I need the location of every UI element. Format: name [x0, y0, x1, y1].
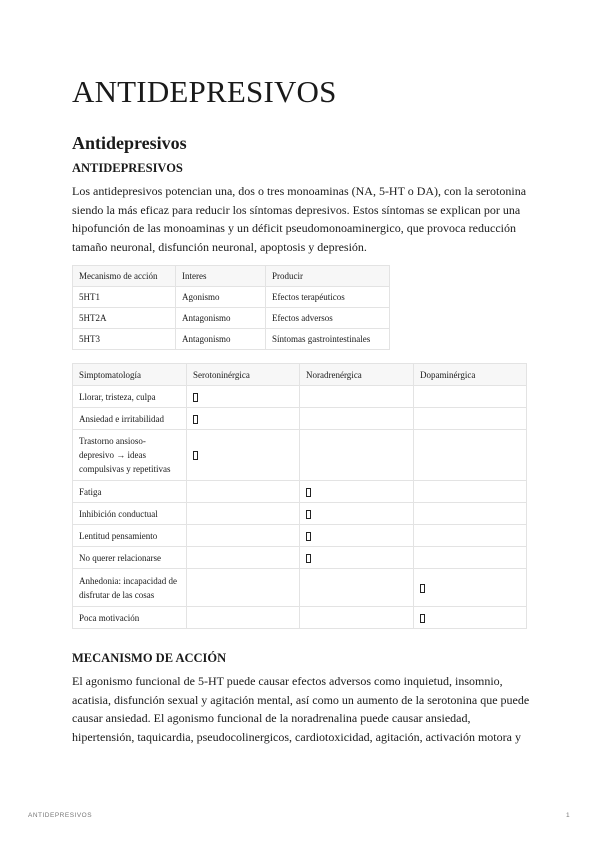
- symptom-label: Lentitud pensamiento: [73, 525, 187, 547]
- table-cell: [414, 430, 527, 481]
- table-row: [73, 386, 527, 408]
- table-cell: Antagonismo: [176, 308, 266, 329]
- symptom-label: Ansiedad e irritabilidad: [73, 408, 187, 430]
- subheading-mecanismo: MECANISMO DE ACCIÓN: [72, 651, 227, 665]
- table-cell: [414, 525, 527, 547]
- table-cell: [187, 547, 300, 569]
- subheading-antidepresivos: ANTIDEPRESIVOS: [72, 161, 183, 175]
- mechanism-paragraph: El agonismo funcional de 5-HT puede causar efectos adversos como inquietud, insomnio, acatisia, disfunción sexual y agitación mental, así como un aumento de la serotonina que puede causar ansiedad. El agonismo funcional de la noradrenalina puede causar ansiedad, hipertensión, taquicardia, pseudocolinergicos, cardiotoxicidad, agitación, activación motora y: [72, 674, 530, 745]
- table-cell: Agonismo: [176, 287, 266, 308]
- table-cell: [414, 607, 527, 629]
- table-cell: [414, 569, 527, 607]
- table-cell: [187, 481, 300, 503]
- symptom-label: Fatiga: [73, 481, 187, 503]
- table-cell: [187, 569, 300, 607]
- table-cell: [300, 386, 414, 408]
- table-cell: [300, 569, 414, 607]
- table-cell: 5HT3: [73, 329, 176, 350]
- table-cell: [187, 525, 300, 547]
- table-row: [73, 430, 527, 481]
- table-cell: [187, 408, 300, 430]
- document-title: ANTIDEPRESIVOS: [72, 74, 337, 109]
- page-number: 1: [566, 812, 570, 819]
- table-cell: [414, 503, 527, 525]
- table-cell: [300, 607, 414, 629]
- symptom-table-body: [73, 386, 527, 629]
- table-cell: Efectos terapéuticos: [266, 287, 390, 308]
- header-cell: Simptomatología: [73, 364, 187, 386]
- table-row: [73, 607, 527, 629]
- symptom-label: Anhedonia: incapacidad de disfrutar de las cosas: [73, 569, 187, 607]
- check-mark-icon: [420, 584, 425, 593]
- table-cell: [414, 386, 527, 408]
- symptom-label: Trastorno ansioso-depresivo → ideas compulsivas y repetitivas: [73, 430, 187, 481]
- header-cell: Noradrenérgica: [300, 364, 414, 386]
- check-mark-icon: [420, 614, 425, 623]
- table-cell: [414, 408, 527, 430]
- header-cell: Serotoninérgica: [187, 364, 300, 386]
- symptom-label: Inhibición conductual: [73, 503, 187, 525]
- table-row: [73, 308, 390, 329]
- check-mark-icon: [193, 415, 198, 424]
- table-cell: [414, 481, 527, 503]
- table-cell: [187, 386, 300, 408]
- table-cell: [414, 547, 527, 569]
- table-row: [73, 408, 527, 430]
- intro-paragraph: Los antidepresivos potencian una, dos o tres monoaminas (NA, 5-HT o DA), con la serotonina siendo la más eficaz para reducir los síntomas depresivos. Estos síntomas se explican por una hipofunción de las monoaminas y un déficit pseudomonoaminergico, que provoca reducción tamaño neuronal, disfunción neuronal, apoptosis y depresión.: [72, 184, 527, 254]
- symptom-label: No querer relacionarse: [73, 547, 187, 569]
- header-cell: Mecanismo de acción: [73, 266, 176, 287]
- table-row: [73, 329, 390, 350]
- table-cell: [187, 430, 300, 481]
- table-cell: [300, 408, 414, 430]
- mechanism-table: [72, 265, 390, 350]
- table-cell: [187, 503, 300, 525]
- check-mark-icon: [306, 488, 311, 497]
- header-cell: Interes: [176, 266, 266, 287]
- header-cell: Producir: [266, 266, 390, 287]
- table-cell: 5HT1: [73, 287, 176, 308]
- table-cell: [300, 547, 414, 569]
- table-header-row: [73, 364, 527, 386]
- symptom-label: Poca motivación: [73, 607, 187, 629]
- table-cell: [300, 503, 414, 525]
- table-row: [73, 547, 527, 569]
- footer-title: ANTIDEPRESIVOS: [28, 812, 93, 819]
- check-mark-icon: [306, 554, 311, 563]
- table-row: [73, 481, 527, 503]
- table-row: [73, 525, 527, 547]
- table-header-row: [73, 266, 390, 287]
- table-cell: Síntomas gastrointestinales: [266, 329, 390, 350]
- check-mark-icon: [306, 532, 311, 541]
- symptom-table: [72, 363, 527, 629]
- table-cell: Efectos adversos: [266, 308, 390, 329]
- section-title: Antidepresivos: [72, 133, 187, 153]
- table-cell: [300, 481, 414, 503]
- symptom-label: Llorar, tristeza, culpa: [73, 386, 187, 408]
- table-cell: 5HT2A: [73, 308, 176, 329]
- table-cell: [300, 525, 414, 547]
- table-cell: [187, 607, 300, 629]
- table-row: [73, 287, 390, 308]
- check-mark-icon: [306, 510, 311, 519]
- check-mark-icon: [193, 393, 198, 402]
- table-cell: Antagonismo: [176, 329, 266, 350]
- table-cell: [300, 430, 414, 481]
- table-row: [73, 503, 527, 525]
- table-row: [73, 569, 527, 607]
- header-cell: Dopaminérgica: [414, 364, 527, 386]
- check-mark-icon: [193, 451, 198, 460]
